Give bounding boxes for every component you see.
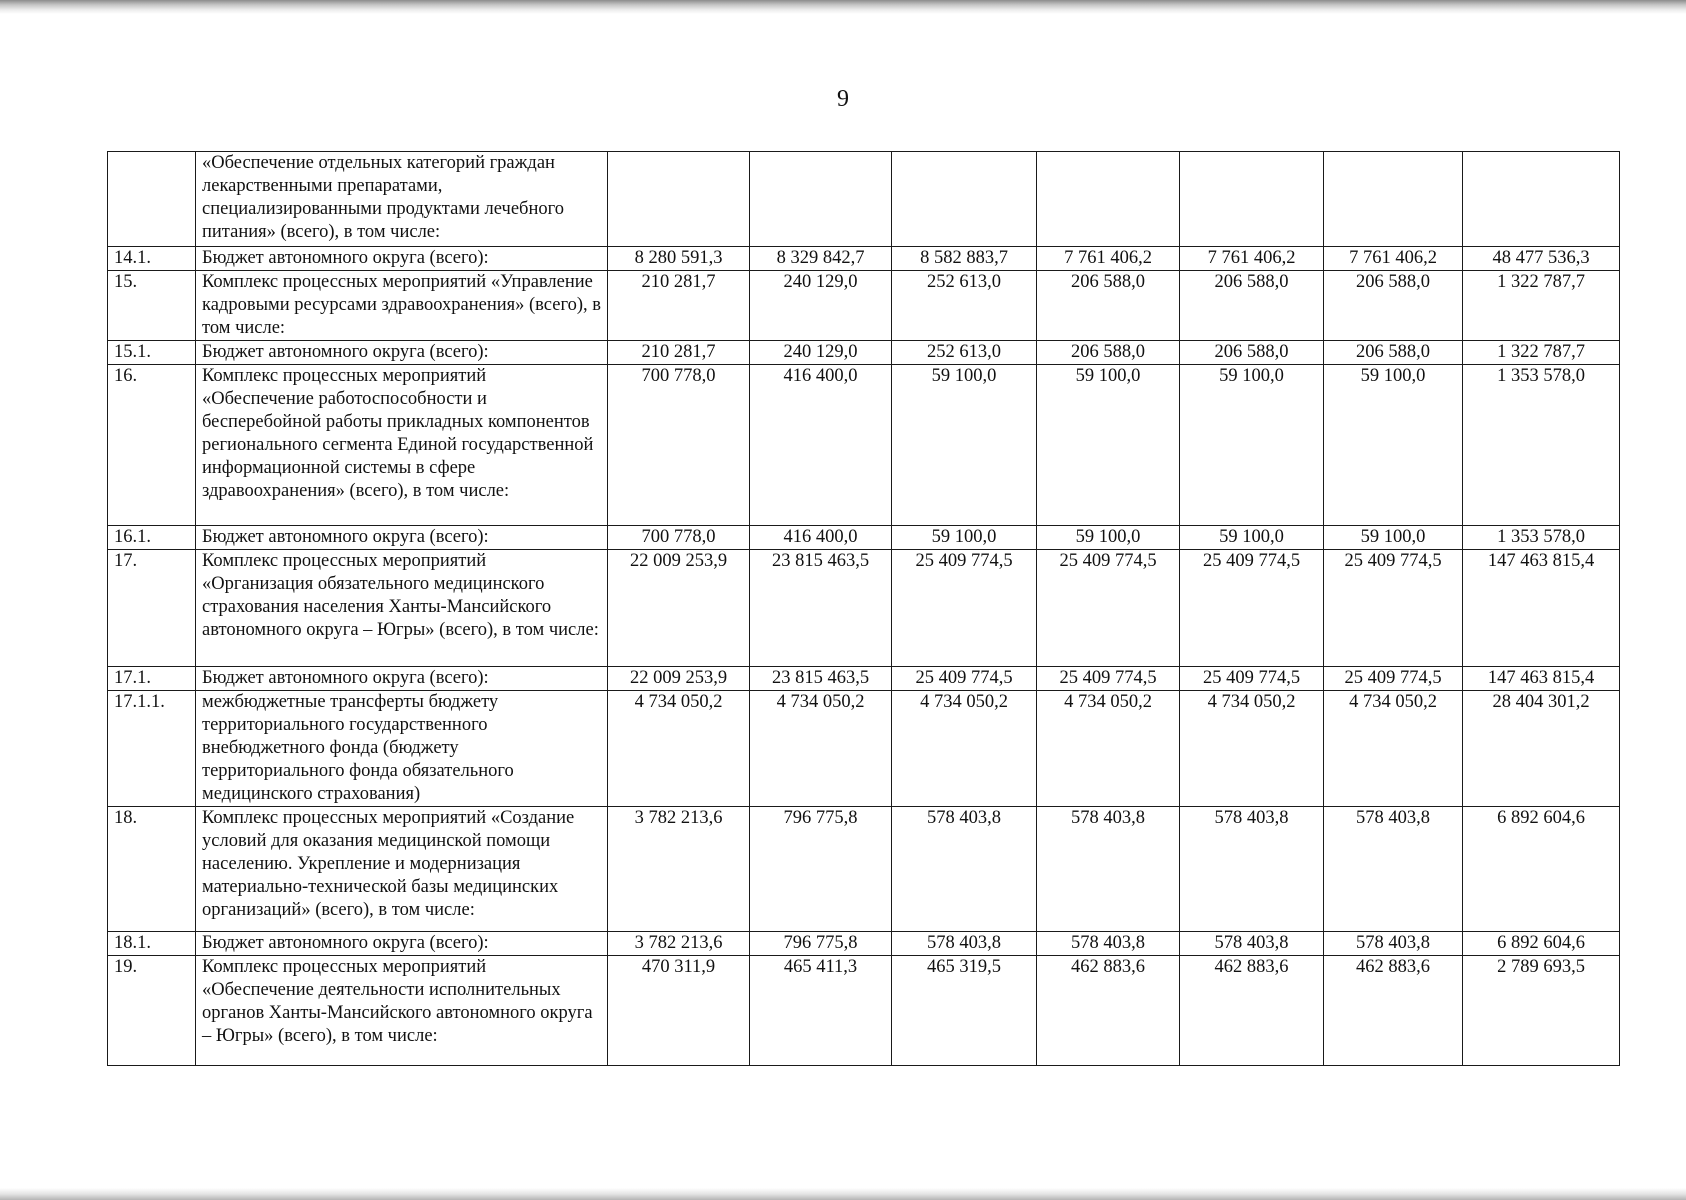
row-name: Бюджет автономного округа (всего): — [196, 526, 608, 550]
row-number: 15.1. — [108, 341, 196, 365]
row-name: Комплекс процессных мероприятий «Обеспечение деятельности исполнительных органов Ханты-Мансийского автономного округа – Югры» (всего), в том числе: — [196, 956, 608, 1066]
year-value-cell: 578 403,8 — [1324, 932, 1463, 956]
table-row — [108, 956, 1620, 1066]
table-row — [108, 807, 1620, 932]
table-row — [108, 152, 1620, 247]
year-value-cell: 240 129,0 — [750, 341, 892, 365]
year-value-cell: 206 588,0 — [1180, 271, 1324, 341]
year-value-cell: 59 100,0 — [1037, 365, 1180, 526]
row-number — [108, 152, 196, 247]
year-value-cell: 210 281,7 — [608, 341, 750, 365]
year-value-cell: 4 734 050,2 — [1324, 691, 1463, 807]
year-value-cell: 25 409 774,5 — [1037, 550, 1180, 667]
year-value-cell: 700 778,0 — [608, 365, 750, 526]
year-value-cell: 240 129,0 — [750, 271, 892, 341]
year-value-cell: 3 782 213,6 — [608, 807, 750, 932]
total-value-cell: 48 477 536,3 — [1463, 247, 1620, 271]
year-value-cell: 470 311,9 — [608, 956, 750, 1066]
row-name: Комплекс процессных мероприятий «Обеспечение работоспособности и бесперебойной работы прикладных компонентов регионального сегмента Единой государственной информационной системы в сфере здравоохранения» (всего), в том числе: — [196, 365, 608, 526]
table-row — [108, 526, 1620, 550]
year-value-cell: 578 403,8 — [1180, 807, 1324, 932]
year-value-cell: 4 734 050,2 — [750, 691, 892, 807]
year-value-cell: 59 100,0 — [1324, 365, 1463, 526]
year-value-cell: 22 009 253,9 — [608, 667, 750, 691]
table-row — [108, 247, 1620, 271]
year-value-cell: 4 734 050,2 — [1180, 691, 1324, 807]
year-value-cell: 206 588,0 — [1037, 341, 1180, 365]
row-number: 17.1.1. — [108, 691, 196, 807]
row-name: Комплекс процессных мероприятий «Создание условий для оказания медицинской помощи населению. Укрепление и модернизация материально-технической базы медицинских организаций» (всего), в том числе: — [196, 807, 608, 932]
table-row — [108, 365, 1620, 526]
year-value-cell: 7 761 406,2 — [1324, 247, 1463, 271]
year-value-cell: 578 403,8 — [1324, 807, 1463, 932]
row-name: Бюджет автономного округа (всего): — [196, 667, 608, 691]
year-value-cell: 25 409 774,5 — [1037, 667, 1180, 691]
scan-edge-top — [0, 0, 1686, 14]
year-value-cell: 59 100,0 — [892, 365, 1037, 526]
year-value-cell: 210 281,7 — [608, 271, 750, 341]
row-number: 15. — [108, 271, 196, 341]
year-value-cell: 465 411,3 — [750, 956, 892, 1066]
year-value-cell: 25 409 774,5 — [1180, 550, 1324, 667]
year-value-cell: 462 883,6 — [1324, 956, 1463, 1066]
row-name: Комплекс процессных мероприятий «Организация обязательного медицинского страхования населения Ханты-Мансийского автономного округа – Югры» (всего), в том числе: — [196, 550, 608, 667]
year-value-cell: 462 883,6 — [1180, 956, 1324, 1066]
row-number: 14.1. — [108, 247, 196, 271]
year-value-cell — [608, 152, 750, 247]
year-value-cell: 700 778,0 — [608, 526, 750, 550]
total-value-cell: 28 404 301,2 — [1463, 691, 1620, 807]
year-value-cell: 22 009 253,9 — [608, 550, 750, 667]
row-name: Бюджет автономного округа (всего): — [196, 247, 608, 271]
year-value-cell: 416 400,0 — [750, 526, 892, 550]
year-value-cell: 59 100,0 — [1324, 526, 1463, 550]
total-value-cell: 147 463 815,4 — [1463, 667, 1620, 691]
year-value-cell: 206 588,0 — [1324, 341, 1463, 365]
year-value-cell: 578 403,8 — [892, 807, 1037, 932]
row-number: 18.1. — [108, 932, 196, 956]
budget-table-body — [108, 152, 1620, 1066]
year-value-cell — [1324, 152, 1463, 247]
year-value-cell: 4 734 050,2 — [1037, 691, 1180, 807]
year-value-cell: 206 588,0 — [1037, 271, 1180, 341]
row-number: 19. — [108, 956, 196, 1066]
year-value-cell: 578 403,8 — [1180, 932, 1324, 956]
year-value-cell: 578 403,8 — [1037, 807, 1180, 932]
year-value-cell: 59 100,0 — [1180, 365, 1324, 526]
total-value-cell: 6 892 604,6 — [1463, 932, 1620, 956]
year-value-cell: 578 403,8 — [1037, 932, 1180, 956]
year-value-cell: 206 588,0 — [1180, 341, 1324, 365]
year-value-cell: 3 782 213,6 — [608, 932, 750, 956]
year-value-cell: 4 734 050,2 — [608, 691, 750, 807]
total-value-cell: 1 353 578,0 — [1463, 526, 1620, 550]
year-value-cell: 59 100,0 — [892, 526, 1037, 550]
year-value-cell — [750, 152, 892, 247]
table-row — [108, 271, 1620, 341]
row-name: «Обеспечение отдельных категорий граждан лекарственными препаратами, специализированными продуктами лечебного питания» (всего), в том числе: — [196, 152, 608, 247]
table-row — [108, 550, 1620, 667]
year-value-cell: 4 734 050,2 — [892, 691, 1037, 807]
total-value-cell: 1 322 787,7 — [1463, 341, 1620, 365]
page-number: 9 — [837, 86, 849, 112]
year-value-cell: 252 613,0 — [892, 341, 1037, 365]
year-value-cell: 578 403,8 — [892, 932, 1037, 956]
year-value-cell: 25 409 774,5 — [1324, 667, 1463, 691]
table-row — [108, 932, 1620, 956]
year-value-cell: 7 761 406,2 — [1180, 247, 1324, 271]
year-value-cell: 25 409 774,5 — [1180, 667, 1324, 691]
table-row — [108, 691, 1620, 807]
row-number: 17. — [108, 550, 196, 667]
row-number: 17.1. — [108, 667, 196, 691]
year-value-cell: 23 815 463,5 — [750, 550, 892, 667]
row-number: 18. — [108, 807, 196, 932]
year-value-cell: 252 613,0 — [892, 271, 1037, 341]
total-value-cell: 1 322 787,7 — [1463, 271, 1620, 341]
table-row — [108, 667, 1620, 691]
year-value-cell: 8 582 883,7 — [892, 247, 1037, 271]
scan-edge-bottom — [0, 1188, 1686, 1200]
row-number: 16.1. — [108, 526, 196, 550]
year-value-cell: 8 280 591,3 — [608, 247, 750, 271]
total-value-cell: 6 892 604,6 — [1463, 807, 1620, 932]
year-value-cell — [1180, 152, 1324, 247]
budget-table — [107, 151, 1620, 1066]
row-name: межбюджетные трансферты бюджету территориального государственного внебюджетного фонда (бюджету территориального фонда обязательного медицинского страхования) — [196, 691, 608, 807]
year-value-cell: 59 100,0 — [1180, 526, 1324, 550]
year-value-cell — [1037, 152, 1180, 247]
row-name: Бюджет автономного округа (всего): — [196, 932, 608, 956]
year-value-cell: 796 775,8 — [750, 932, 892, 956]
table-row — [108, 341, 1620, 365]
year-value-cell: 25 409 774,5 — [892, 550, 1037, 667]
year-value-cell: 25 409 774,5 — [892, 667, 1037, 691]
row-number: 16. — [108, 365, 196, 526]
total-value-cell: 1 353 578,0 — [1463, 365, 1620, 526]
year-value-cell: 465 319,5 — [892, 956, 1037, 1066]
row-name: Комплекс процессных мероприятий «Управление кадровыми ресурсами здравоохранения» (всего), в том числе: — [196, 271, 608, 341]
total-value-cell — [1463, 152, 1620, 247]
year-value-cell: 8 329 842,7 — [750, 247, 892, 271]
year-value-cell: 59 100,0 — [1037, 526, 1180, 550]
year-value-cell: 796 775,8 — [750, 807, 892, 932]
year-value-cell: 25 409 774,5 — [1324, 550, 1463, 667]
year-value-cell: 7 761 406,2 — [1037, 247, 1180, 271]
year-value-cell: 23 815 463,5 — [750, 667, 892, 691]
year-value-cell — [892, 152, 1037, 247]
total-value-cell: 2 789 693,5 — [1463, 956, 1620, 1066]
year-value-cell: 206 588,0 — [1324, 271, 1463, 341]
year-value-cell: 416 400,0 — [750, 365, 892, 526]
row-name: Бюджет автономного округа (всего): — [196, 341, 608, 365]
year-value-cell: 462 883,6 — [1037, 956, 1180, 1066]
total-value-cell: 147 463 815,4 — [1463, 550, 1620, 667]
